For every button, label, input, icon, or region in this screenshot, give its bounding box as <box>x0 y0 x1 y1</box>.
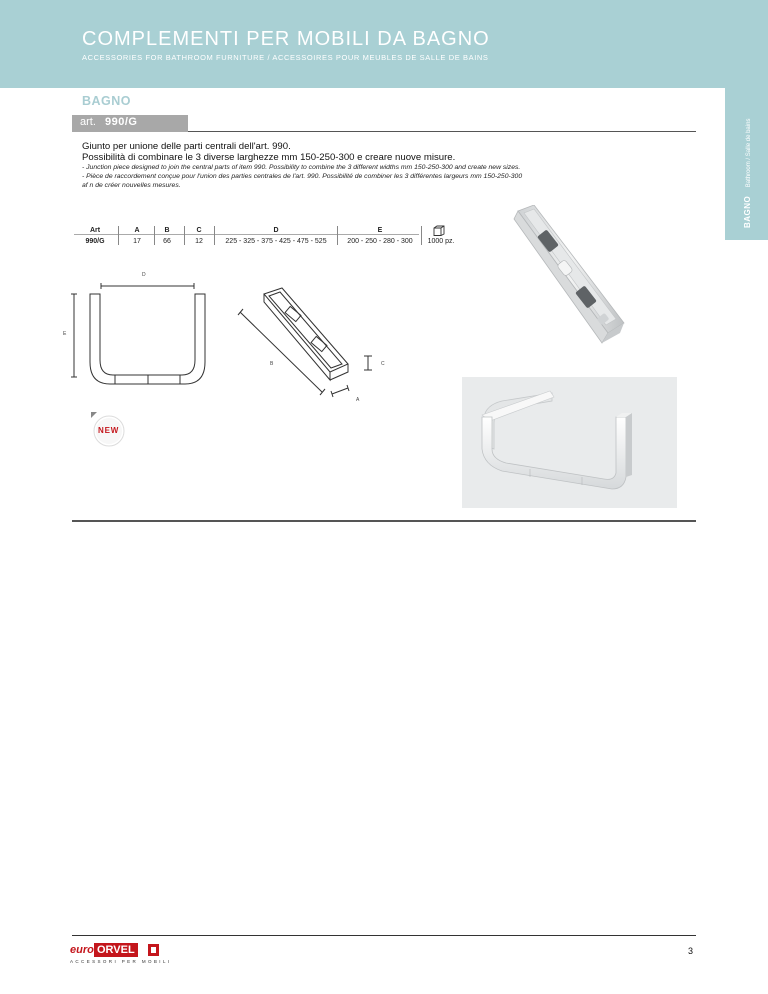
logo-euro-text: euro <box>70 944 94 956</box>
side-category-tab <box>725 88 768 240</box>
spec-separator <box>184 226 185 245</box>
spec-value-d: 225 - 325 - 375 - 425 - 475 - 525 <box>225 238 327 245</box>
spec-header-a: A <box>134 227 140 234</box>
spec-separator <box>118 226 119 245</box>
description-french-2: af n de créer nouvelles mesures. <box>82 182 181 189</box>
drawing-label-c: C <box>381 361 385 367</box>
u-support-product-photo <box>462 377 677 508</box>
spec-header-b: B <box>164 227 170 234</box>
content-end-rule <box>72 520 696 522</box>
description-italian-2: Possibilità di combinare le 3 diverse larghezze mm 150-250-300 e creare nuove misure. <box>82 152 456 163</box>
u-support-illustration <box>462 377 677 508</box>
description-italian-1: Giunto per unione delle parti centrali dell'art. 990. <box>82 141 291 152</box>
side-tab-subtitle: Bathroom / Salle de bains <box>746 118 752 188</box>
spec-value-c: 12 <box>195 238 203 245</box>
header-title: COMPLEMENTI PER MOBILI DA BAGNO <box>82 28 490 50</box>
spec-header-e: E <box>377 227 383 234</box>
brand-logo <box>70 944 172 966</box>
spec-value-art: 990/G <box>85 238 105 245</box>
drawing-label-e: E <box>63 331 67 337</box>
logo-square-icon <box>148 944 159 956</box>
spec-value-b: 66 <box>163 238 171 245</box>
side-tab-title: BAGNO <box>743 195 752 228</box>
spec-separator <box>337 226 338 245</box>
drawing-label-b: B <box>270 361 274 367</box>
footer-rule <box>72 935 696 936</box>
new-badge-text: NEW <box>98 426 120 435</box>
article-bar <box>72 115 188 132</box>
spec-value-e: 200 - 250 - 280 - 300 <box>347 238 413 245</box>
logo-orvel-text: ORVEL <box>94 943 138 957</box>
spec-value-pack: 1000 pz. <box>427 238 455 245</box>
junction-iso-drawing <box>236 284 386 404</box>
spec-table-rule <box>74 234 419 235</box>
header-subtitle: ACCESSORIES FOR BATHROOM FURNITURE / ACCESSOIRES POUR MEUBLES DE SALLE DE BAINS <box>82 53 489 62</box>
spec-header-d: D <box>273 227 279 234</box>
spec-header-c: C <box>196 227 202 234</box>
spec-separator <box>421 226 422 245</box>
spec-value-a: 17 <box>133 238 141 245</box>
spec-header-art: Art <box>89 227 101 234</box>
drawing-label-a: A <box>356 397 360 403</box>
spec-separator <box>154 226 155 245</box>
article-divider <box>188 131 696 132</box>
section-title: BAGNO <box>82 94 132 108</box>
article-code: 990/G <box>105 116 138 128</box>
article-label: art. <box>80 116 96 128</box>
page-header <box>0 0 768 88</box>
page-number: 3 <box>688 946 694 956</box>
logo-tagline: ACCESSORI PER MOBILI <box>70 959 172 964</box>
junction-product-photo <box>490 205 630 355</box>
box-icon <box>433 225 445 236</box>
drawing-label-d: D <box>142 272 146 278</box>
spec-separator <box>214 226 215 245</box>
side-tab-text <box>737 88 755 228</box>
description-french-1: - Pièce de raccordement conçue pour l'union des parties centrales de l'art. 990. Possibilité de combiner les 3 différentes largeurs mm 150-250-300 <box>82 173 523 180</box>
u-profile-drawing <box>58 280 218 390</box>
description-english: - Junction piece designed to join the central parts of item 990. Possibility to combine the 3 different widths mm 150-250-300 and create new sizes. <box>82 164 521 171</box>
